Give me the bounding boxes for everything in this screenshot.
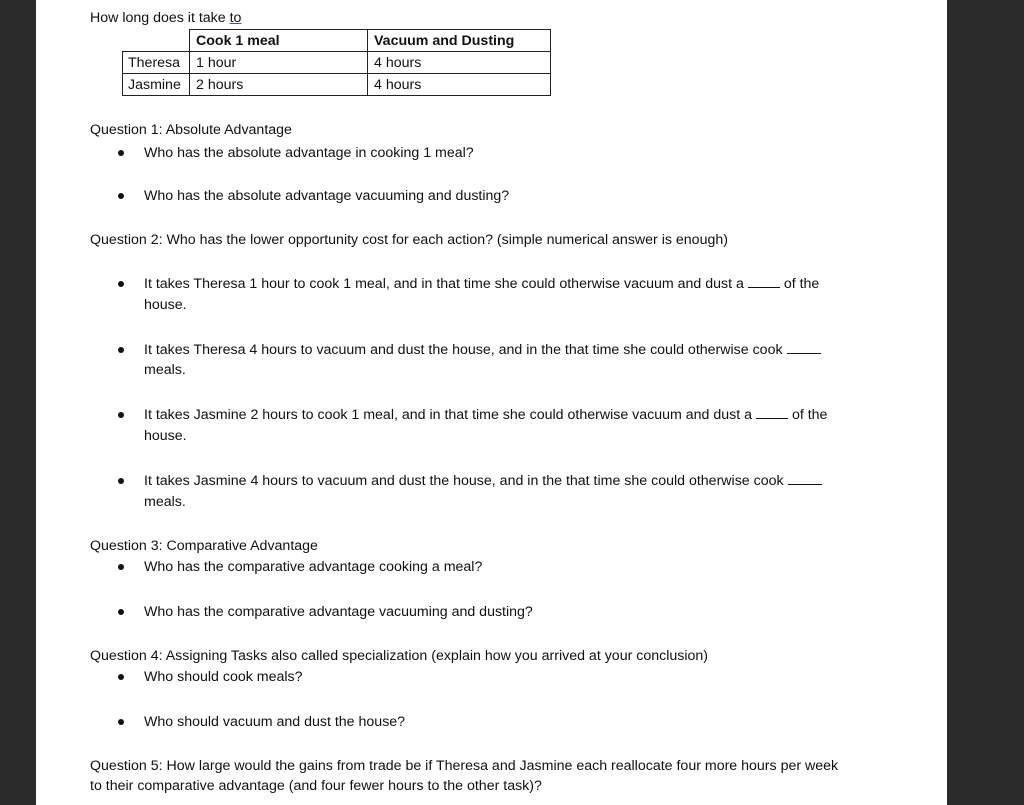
bullet-icon (118, 609, 124, 615)
table-heading (90, 9, 241, 27)
question-4-item-2: Who should vacuum and dust the house? (144, 714, 406, 730)
question-2-item-3-suffix: of the (791, 407, 828, 423)
question-2-item-1-suffix: of the (783, 276, 820, 292)
question-2-item-3-text: It takes Jasmine 2 hours to cook 1 meal, and in that time she could otherwise vacuum and dust a (144, 407, 753, 423)
bullet-icon (118, 193, 124, 199)
bullet-icon (118, 281, 124, 287)
answer-blank[interactable] (787, 341, 821, 354)
question-4-item-1: Who should cook meals? (144, 669, 303, 685)
document-page (36, 0, 947, 805)
bullet-icon (118, 478, 124, 484)
question-2-item-3-continued: house. (144, 428, 187, 444)
bullet-icon (118, 674, 124, 680)
table-cell: 4 hours (368, 52, 551, 74)
table-cell: 1 hour (190, 52, 368, 74)
bullet-icon (118, 412, 124, 418)
question-1-item-2: Who has the absolute advantage vacuuming and dusting? (144, 188, 510, 204)
question-2-item-4 (144, 472, 822, 490)
table-row (123, 74, 551, 96)
question-1-item-1: Who has the absolute advantage in cooking 1 meal? (144, 145, 474, 161)
time-table (122, 29, 551, 96)
question-2-item-4-continued: meals. (144, 494, 186, 510)
table-header-row (123, 30, 551, 52)
table-heading-underlined-word: to (229, 10, 242, 26)
answer-blank[interactable] (748, 275, 780, 288)
table-cell: Jasmine (123, 74, 190, 96)
question-2-item-1 (144, 275, 819, 293)
question-2-item-1-continued: house. (144, 297, 187, 313)
table-cell: 4 hours (368, 74, 551, 96)
question-5-line-1: Question 5: How large would the gains from trade be if Theresa and Jasmine each reallocate four more hours per week (90, 758, 839, 774)
answer-blank[interactable] (756, 406, 788, 419)
bullet-icon (118, 719, 124, 725)
question-2-item-1-text: It takes Theresa 1 hour to cook 1 meal, and in that time she could otherwise vacuum and dust a (144, 276, 744, 292)
bullet-icon (118, 150, 124, 156)
table-row (123, 52, 551, 74)
bullet-icon (118, 347, 124, 353)
table-cell: Theresa (123, 52, 190, 74)
table-header-cell: Cook 1 meal (190, 30, 368, 52)
question-1-title: Question 1: Absolute Advantage (90, 122, 292, 138)
table-header-cell (123, 30, 190, 52)
question-2-item-4-text: It takes Jasmine 4 hours to vacuum and dust the house, and in the that time she could otherwise cook (144, 473, 784, 489)
bullet-icon (118, 564, 124, 570)
question-3-item-2: Who has the comparative advantage vacuuming and dusting? (144, 604, 533, 620)
question-2-title: Question 2: Who has the lower opportunity cost for each action? (simple numerical answer is enough) (90, 232, 728, 248)
question-2-item-3 (144, 406, 827, 424)
question-5-line-2: to their comparative advantage (and four fewer hours to the other task)? (90, 778, 542, 794)
question-4-title: Question 4: Assigning Tasks also called specialization (explain how you arrived at your conclusion) (90, 648, 709, 664)
table-heading-text: How long does it take (90, 10, 230, 26)
table-header-cell: Vacuum and Dusting (368, 30, 551, 52)
question-3-item-1: Who has the comparative advantage cooking a meal? (144, 559, 483, 575)
question-2-item-2-text: It takes Theresa 4 hours to vacuum and dust the house, and in the that time she could otherwise cook (144, 342, 783, 358)
question-2-item-2-continued: meals. (144, 362, 186, 378)
question-2-item-2 (144, 341, 821, 359)
question-3-title: Question 3: Comparative Advantage (90, 538, 318, 554)
answer-blank[interactable] (788, 472, 822, 485)
table-cell: 2 hours (190, 74, 368, 96)
